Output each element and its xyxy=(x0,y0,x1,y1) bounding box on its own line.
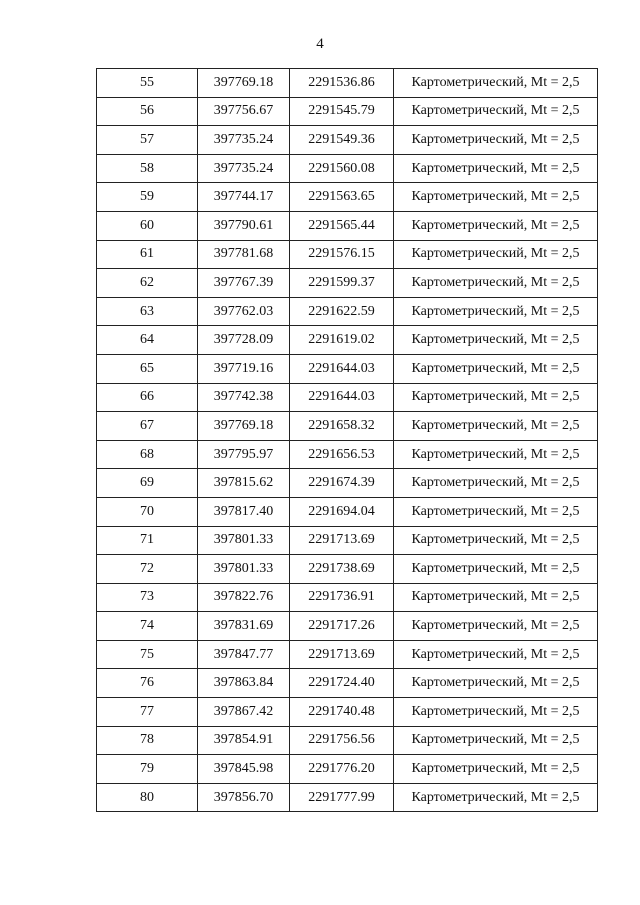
y-coordinate-cell: 2291756.56 xyxy=(290,726,394,755)
y-coordinate-cell: 2291717.26 xyxy=(290,612,394,641)
point-number-cell: 80 xyxy=(97,783,198,812)
method-cell: Картометрический, Mt = 2,5 xyxy=(394,526,598,555)
y-coordinate-cell: 2291576.15 xyxy=(290,240,394,269)
method-cell: Картометрический, Mt = 2,5 xyxy=(394,126,598,155)
table-row xyxy=(97,726,598,755)
x-coordinate-cell: 397769.18 xyxy=(198,412,290,441)
table-row xyxy=(97,97,598,126)
y-coordinate-cell: 2291674.39 xyxy=(290,469,394,498)
y-coordinate-cell: 2291777.99 xyxy=(290,783,394,812)
table-row xyxy=(97,669,598,698)
y-coordinate-cell: 2291656.53 xyxy=(290,440,394,469)
table-row xyxy=(97,326,598,355)
table-row xyxy=(97,412,598,441)
method-cell: Картометрический, Mt = 2,5 xyxy=(394,555,598,584)
y-coordinate-cell: 2291622.59 xyxy=(290,297,394,326)
method-cell: Картометрический, Mt = 2,5 xyxy=(394,726,598,755)
table-row xyxy=(97,240,598,269)
point-number-cell: 75 xyxy=(97,640,198,669)
y-coordinate-cell: 2291738.69 xyxy=(290,555,394,584)
point-number-cell: 74 xyxy=(97,612,198,641)
table-row xyxy=(97,440,598,469)
method-cell: Картометрический, Mt = 2,5 xyxy=(394,698,598,727)
y-coordinate-cell: 2291713.69 xyxy=(290,526,394,555)
x-coordinate-cell: 397801.33 xyxy=(198,555,290,584)
coordinates-table xyxy=(96,68,598,812)
point-number-cell: 64 xyxy=(97,326,198,355)
x-coordinate-cell: 397847.77 xyxy=(198,640,290,669)
point-number-cell: 68 xyxy=(97,440,198,469)
method-cell: Картометрический, Mt = 2,5 xyxy=(394,240,598,269)
method-cell: Картометрический, Mt = 2,5 xyxy=(394,97,598,126)
point-number-cell: 65 xyxy=(97,354,198,383)
point-number-cell: 79 xyxy=(97,755,198,784)
method-cell: Картометрический, Mt = 2,5 xyxy=(394,440,598,469)
table-row xyxy=(97,183,598,212)
method-cell: Картометрический, Mt = 2,5 xyxy=(394,269,598,298)
point-number-cell: 73 xyxy=(97,583,198,612)
table-row xyxy=(97,383,598,412)
y-coordinate-cell: 2291736.91 xyxy=(290,583,394,612)
point-number-cell: 67 xyxy=(97,412,198,441)
point-number-cell: 72 xyxy=(97,555,198,584)
point-number-cell: 58 xyxy=(97,154,198,183)
x-coordinate-cell: 397856.70 xyxy=(198,783,290,812)
table-row xyxy=(97,555,598,584)
table-row xyxy=(97,69,598,98)
x-coordinate-cell: 397790.61 xyxy=(198,211,290,240)
y-coordinate-cell: 2291549.36 xyxy=(290,126,394,155)
method-cell: Картометрический, Mt = 2,5 xyxy=(394,469,598,498)
table-row xyxy=(97,583,598,612)
point-number-cell: 70 xyxy=(97,497,198,526)
table-row xyxy=(97,211,598,240)
method-cell: Картометрический, Mt = 2,5 xyxy=(394,154,598,183)
y-coordinate-cell: 2291724.40 xyxy=(290,669,394,698)
table-row xyxy=(97,640,598,669)
x-coordinate-cell: 397854.91 xyxy=(198,726,290,755)
table-row xyxy=(97,154,598,183)
point-number-cell: 56 xyxy=(97,97,198,126)
y-coordinate-cell: 2291658.32 xyxy=(290,412,394,441)
method-cell: Картометрический, Mt = 2,5 xyxy=(394,497,598,526)
method-cell: Картометрический, Mt = 2,5 xyxy=(394,297,598,326)
table-row xyxy=(97,612,598,641)
table-row xyxy=(97,497,598,526)
point-number-cell: 63 xyxy=(97,297,198,326)
point-number-cell: 59 xyxy=(97,183,198,212)
point-number-cell: 57 xyxy=(97,126,198,155)
method-cell: Картометрический, Mt = 2,5 xyxy=(394,354,598,383)
point-number-cell: 71 xyxy=(97,526,198,555)
point-number-cell: 55 xyxy=(97,69,198,98)
y-coordinate-cell: 2291545.79 xyxy=(290,97,394,126)
x-coordinate-cell: 397817.40 xyxy=(198,497,290,526)
y-coordinate-cell: 2291599.37 xyxy=(290,269,394,298)
point-number-cell: 66 xyxy=(97,383,198,412)
x-coordinate-cell: 397756.67 xyxy=(198,97,290,126)
method-cell: Картометрический, Mt = 2,5 xyxy=(394,583,598,612)
x-coordinate-cell: 397801.33 xyxy=(198,526,290,555)
method-cell: Картометрический, Mt = 2,5 xyxy=(394,383,598,412)
point-number-cell: 78 xyxy=(97,726,198,755)
y-coordinate-cell: 2291563.65 xyxy=(290,183,394,212)
table-row xyxy=(97,126,598,155)
x-coordinate-cell: 397719.16 xyxy=(198,354,290,383)
x-coordinate-cell: 397735.24 xyxy=(198,126,290,155)
page-number: 4 xyxy=(316,36,324,52)
coordinates-table-body xyxy=(97,69,598,812)
method-cell: Картометрический, Mt = 2,5 xyxy=(394,326,598,355)
table-row xyxy=(97,526,598,555)
x-coordinate-cell: 397795.97 xyxy=(198,440,290,469)
point-number-cell: 61 xyxy=(97,240,198,269)
x-coordinate-cell: 397815.62 xyxy=(198,469,290,498)
x-coordinate-cell: 397735.24 xyxy=(198,154,290,183)
x-coordinate-cell: 397762.03 xyxy=(198,297,290,326)
point-number-cell: 60 xyxy=(97,211,198,240)
y-coordinate-cell: 2291644.03 xyxy=(290,383,394,412)
point-number-cell: 62 xyxy=(97,269,198,298)
table-row xyxy=(97,269,598,298)
table-row xyxy=(97,783,598,812)
x-coordinate-cell: 397867.42 xyxy=(198,698,290,727)
table-row xyxy=(97,297,598,326)
y-coordinate-cell: 2291713.69 xyxy=(290,640,394,669)
method-cell: Картометрический, Mt = 2,5 xyxy=(394,211,598,240)
x-coordinate-cell: 397863.84 xyxy=(198,669,290,698)
x-coordinate-cell: 397769.18 xyxy=(198,69,290,98)
table-row xyxy=(97,469,598,498)
method-cell: Картометрический, Mt = 2,5 xyxy=(394,183,598,212)
x-coordinate-cell: 397845.98 xyxy=(198,755,290,784)
x-coordinate-cell: 397728.09 xyxy=(198,326,290,355)
method-cell: Картометрический, Mt = 2,5 xyxy=(394,69,598,98)
x-coordinate-cell: 397831.69 xyxy=(198,612,290,641)
y-coordinate-cell: 2291536.86 xyxy=(290,69,394,98)
y-coordinate-cell: 2291560.08 xyxy=(290,154,394,183)
point-number-cell: 77 xyxy=(97,698,198,727)
method-cell: Картометрический, Mt = 2,5 xyxy=(394,612,598,641)
y-coordinate-cell: 2291619.02 xyxy=(290,326,394,355)
x-coordinate-cell: 397744.17 xyxy=(198,183,290,212)
point-number-cell: 69 xyxy=(97,469,198,498)
table-row xyxy=(97,354,598,383)
method-cell: Картометрический, Mt = 2,5 xyxy=(394,783,598,812)
table-row xyxy=(97,755,598,784)
x-coordinate-cell: 397822.76 xyxy=(198,583,290,612)
x-coordinate-cell: 397781.68 xyxy=(198,240,290,269)
y-coordinate-cell: 2291694.04 xyxy=(290,497,394,526)
table-row xyxy=(97,698,598,727)
point-number-cell: 76 xyxy=(97,669,198,698)
method-cell: Картометрический, Mt = 2,5 xyxy=(394,412,598,441)
y-coordinate-cell: 2291644.03 xyxy=(290,354,394,383)
y-coordinate-cell: 2291776.20 xyxy=(290,755,394,784)
x-coordinate-cell: 397767.39 xyxy=(198,269,290,298)
x-coordinate-cell: 397742.38 xyxy=(198,383,290,412)
method-cell: Картометрический, Mt = 2,5 xyxy=(394,669,598,698)
y-coordinate-cell: 2291565.44 xyxy=(290,211,394,240)
y-coordinate-cell: 2291740.48 xyxy=(290,698,394,727)
method-cell: Картометрический, Mt = 2,5 xyxy=(394,755,598,784)
method-cell: Картометрический, Mt = 2,5 xyxy=(394,640,598,669)
